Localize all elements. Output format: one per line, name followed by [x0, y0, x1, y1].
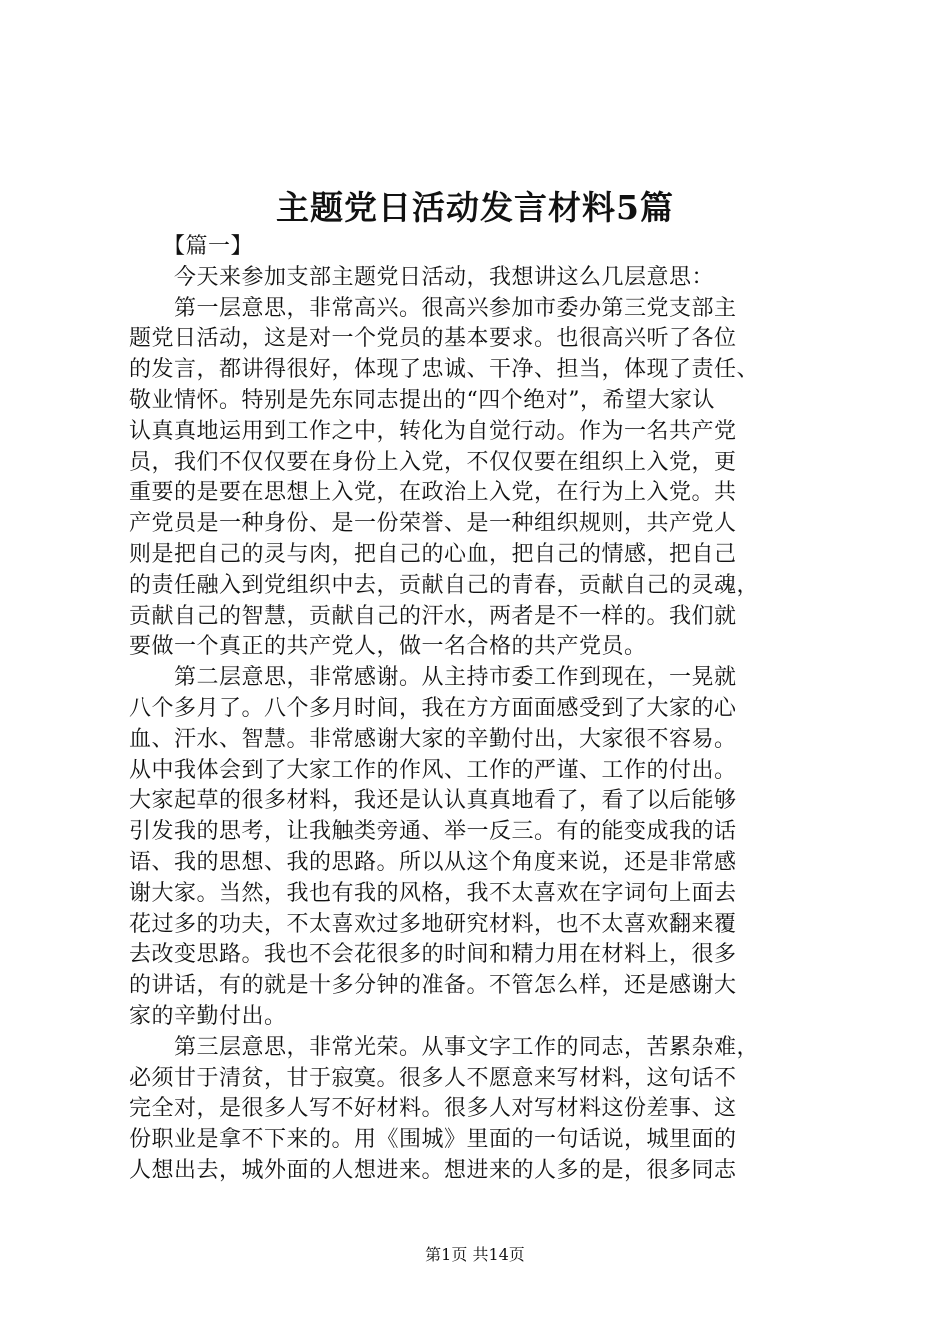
text-line: 花过多的功夫，不太喜欢过多地研究材料，也不太喜欢翻来覆	[129, 911, 737, 937]
text-line: 大家起草的很多材料，我还是认认真真地看了，看了以后能够	[129, 788, 737, 814]
text-line: 第一层意思，非常高兴。很高兴参加市委办第三党支部主	[129, 295, 737, 321]
text-line: 则是把自己的灵与肉，把自己的心血，把自己的情感，把自己	[129, 541, 737, 567]
text-line: 的责任融入到党组织中去，贡献自己的青春，贡献自己的灵魂，	[129, 572, 760, 598]
text-line: 员，我们不仅仅要在身份上入党，不仅仅要在组织上入党，更	[129, 449, 737, 475]
text-line: 【篇一】	[129, 234, 254, 259]
text-line: 去改变思路。我也不会花很多的时间和精力用在材料上，很多	[129, 942, 737, 968]
text-line: 份职业是拿不下来的。用《围城》里面的一句话说，城里面的	[129, 1127, 737, 1153]
text-line: 认真真地运用到工作之中，转化为自觉行动。作为一名共产党	[129, 418, 737, 444]
text-line: 贡献自己的智慧，贡献自己的汗水，两者是不一样的。我们就	[129, 603, 737, 629]
text-line: 今天来参加支部主题党日活动，我想讲这么几层意思：	[129, 264, 715, 290]
text-line: 产党员是一种身份、是一份荣誉、是一种组织规则，共产党人	[129, 511, 737, 537]
text-line: 第三层意思，非常光荣。从事文字工作的同志，苦累杂难，	[129, 1034, 760, 1060]
text-line: 第二层意思，非常感谢。从主持市委工作到现在，一晃就	[129, 665, 737, 691]
text-line: 必须甘于清贫，甘于寂寞。很多人不愿意来写材料，这句话不	[129, 1065, 737, 1091]
text-line: 敬业情怀。特别是先东同志提出的“四个绝对”，希望大家认	[129, 387, 715, 413]
text-line: 家的辛勤付出。	[129, 1003, 287, 1029]
text-line: 要做一个真正的共产党人，做一名合格的共产党员。	[129, 634, 647, 660]
text-line: 谢大家。当然，我也有我的风格，我不太喜欢在字词句上面去	[129, 880, 737, 906]
text-line: 完全对，是很多人写不好材料。很多人对写材料这份差事、这	[129, 1096, 737, 1122]
text-line: 语、我的思想、我的思路。所以从这个角度来说，还是非常感	[129, 849, 737, 875]
text-line: 引发我的思考，让我触类旁通、举一反三。有的能变成我的话	[129, 819, 737, 845]
text-line: 题党日活动，这是对一个党员的基本要求。也很高兴听了各位	[129, 326, 737, 352]
document-body	[129, 232, 829, 1187]
page-footer: 第1页 共14页	[425, 1245, 525, 1264]
text-line: 血、汗水、智慧。非常感谢大家的辛勤付出，大家很不容易。	[129, 726, 737, 752]
text-line: 重要的是要在思想上入党，在政治上入党，在行为上入党。共	[129, 480, 737, 506]
document-title: 主题党日活动发言材料5篇	[276, 188, 674, 227]
text-line: 从中我体会到了大家工作的作风、工作的严谨、工作的付出。	[129, 757, 737, 783]
text-line: 的发言，都讲得很好，体现了忠诚、干净、担当，体现了责任、	[129, 357, 760, 383]
text-line: 人想出去，城外面的人想进来。想进来的人多的是，很多同志	[129, 1157, 737, 1183]
text-line: 的讲话，有的就是十多分钟的准备。不管怎么样，还是感谢大	[129, 973, 737, 999]
text-line: 八个多月了。八个多月时间，我在方方面面感受到了大家的心	[129, 695, 737, 721]
